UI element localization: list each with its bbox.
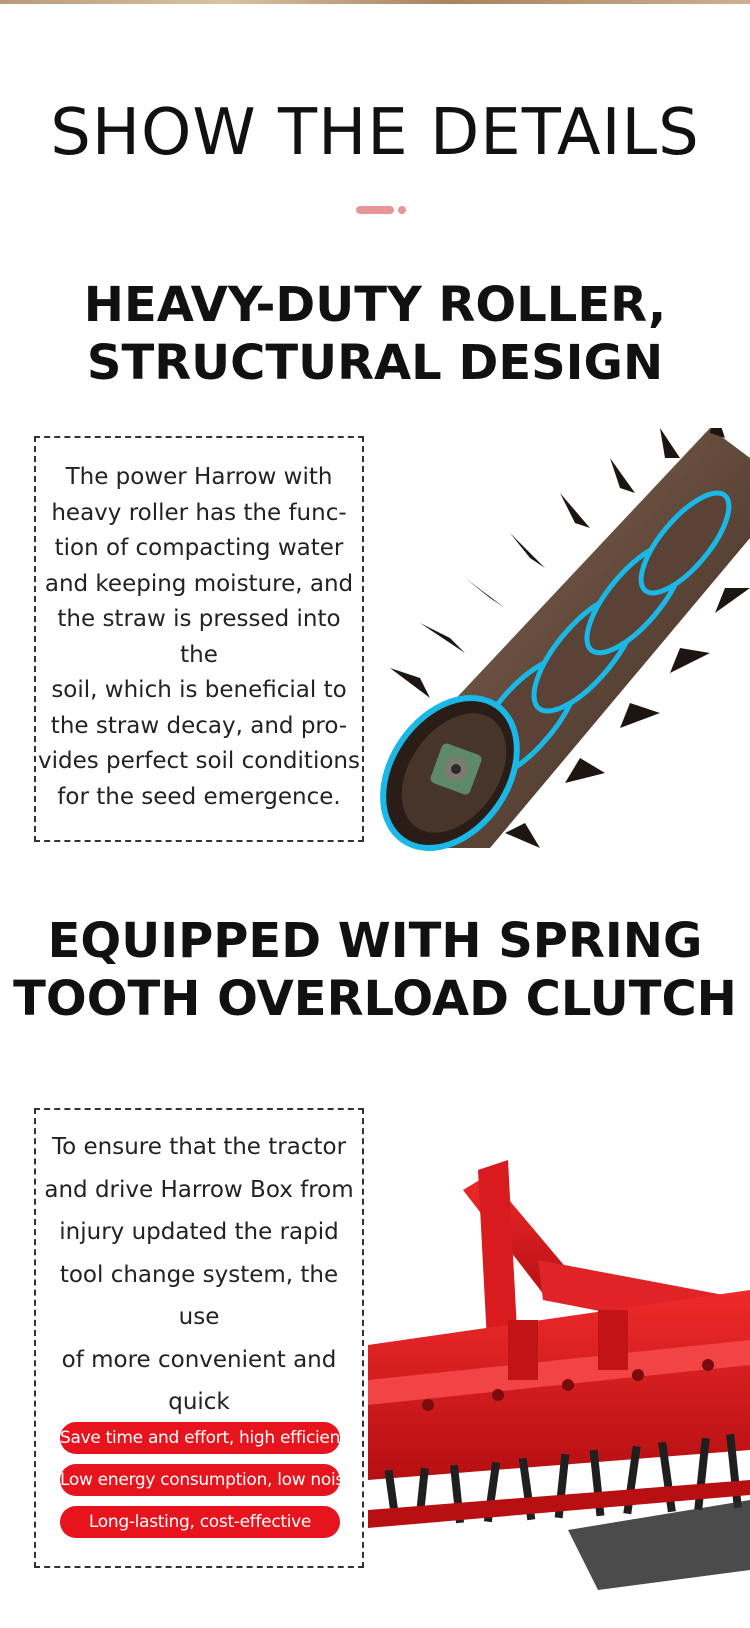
text-line: of more convenient and xyxy=(61,1346,337,1373)
feature-tag-list xyxy=(60,1422,359,1548)
text-line: soil, which is beneficial to xyxy=(51,677,347,703)
text-line: the straw is pressed into the xyxy=(57,606,341,668)
section-title-line: TOOTH OVERLOAD CLUTCH xyxy=(13,971,737,1027)
text-line: quick xyxy=(168,1389,230,1415)
text-line: The power Harrow with xyxy=(65,464,333,490)
feature-tag: Low energy consumption, low noise xyxy=(60,1464,340,1496)
section-title-roller xyxy=(0,276,750,392)
divider-bar xyxy=(356,206,394,214)
text-line: tool change system, the use xyxy=(59,1261,339,1330)
text-line: To ensure that the tractor xyxy=(51,1134,347,1160)
section-title-clutch xyxy=(0,912,750,1028)
spiked-roller-icon xyxy=(380,428,750,878)
text-line: injury updated the rapid xyxy=(59,1219,339,1245)
page-title: SHOW THE DETAILS xyxy=(50,96,700,170)
text-line: and keeping moisture, and xyxy=(44,570,354,597)
text-line: for the seed emergence. xyxy=(57,783,341,810)
title-divider xyxy=(356,204,406,216)
roller-description xyxy=(36,460,362,815)
section-title-line: HEAVY-DUTY ROLLER, xyxy=(83,277,667,333)
roller-description-box xyxy=(34,436,364,842)
section-title-line: STRUCTURAL DESIGN xyxy=(86,335,664,391)
text-line: tion of compacting water xyxy=(54,535,344,561)
text-line: the straw decay, and pro- xyxy=(50,712,348,739)
power-harrow-machine-icon xyxy=(368,1150,750,1610)
text-line: vides perfect soil conditions xyxy=(38,748,360,774)
divider-dot xyxy=(398,206,406,214)
text-line: heavy roller has the func- xyxy=(51,499,347,526)
clutch-description xyxy=(36,1126,362,1424)
section-title-line: EQUIPPED WITH SPRING xyxy=(47,913,703,969)
text-line: and drive Harrow Box from xyxy=(44,1176,354,1203)
feature-tag: Save time and effort, high efficiency xyxy=(60,1422,340,1454)
clutch-description-box xyxy=(34,1108,364,1568)
top-banner-strip xyxy=(0,0,750,4)
feature-tag: Long-lasting, cost-effective xyxy=(60,1506,340,1538)
